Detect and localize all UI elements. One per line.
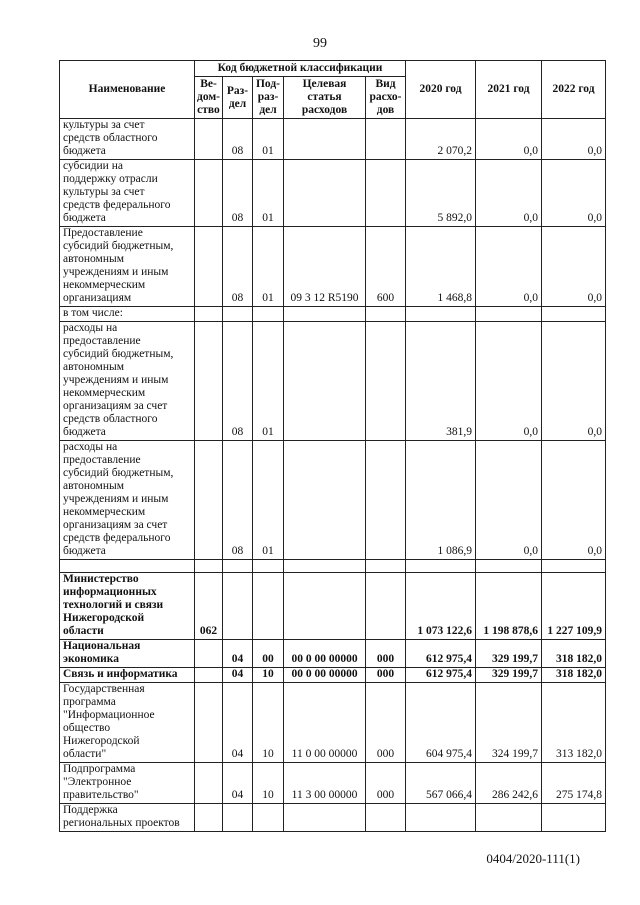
header-expense-type: Вид расхо- дов xyxy=(366,77,406,119)
cell-target xyxy=(284,560,366,573)
cell-y2021: 0,0 xyxy=(476,160,542,227)
cell-subsection: 01 xyxy=(253,119,284,160)
cell-type xyxy=(366,322,406,441)
cell-type: 000 xyxy=(366,640,406,668)
cell-type xyxy=(366,441,406,560)
cell-y2020: 1 468,8 xyxy=(406,227,476,307)
header-target: Целевая статья расходов xyxy=(284,77,366,119)
budget-table xyxy=(59,60,606,832)
cell-name: Государственная программа "Информационное общество Нижегородской области" xyxy=(60,683,195,763)
document-code: 0404/2020-111(1) xyxy=(486,851,580,866)
cell-target xyxy=(284,160,366,227)
cell-y2022: 275 174,8 xyxy=(542,763,606,804)
cell-subsection xyxy=(253,573,284,640)
cell-target xyxy=(284,322,366,441)
table-row xyxy=(60,441,606,560)
cell-y2021: 329 199,7 xyxy=(476,640,542,668)
cell-y2022: 313 182,0 xyxy=(542,683,606,763)
cell-ministry xyxy=(195,560,223,573)
page-number: 99 xyxy=(313,36,327,51)
cell-name: расходы на предоставление субсидий бюджетным, автономным учреждениям и иным некоммерческим организациям за счет средств федерального бюджета xyxy=(60,441,195,560)
cell-y2021: 0,0 xyxy=(476,227,542,307)
cell-y2022: 0,0 xyxy=(542,119,606,160)
header-2021: 2021 год xyxy=(476,61,542,119)
cell-ministry xyxy=(195,322,223,441)
cell-y2021: 0,0 xyxy=(476,322,542,441)
cell-y2022: 318 182,0 xyxy=(542,668,606,683)
table-row xyxy=(60,119,606,160)
cell-section: 08 xyxy=(223,119,253,160)
cell-type: 000 xyxy=(366,683,406,763)
header-budget-code: Код бюджетной классификации xyxy=(195,61,406,77)
cell-y2020 xyxy=(406,804,476,832)
cell-name: субсидии на поддержку отрасли культуры за счет средств федерального бюджета xyxy=(60,160,195,227)
cell-y2022: 0,0 xyxy=(542,160,606,227)
cell-y2022: 0,0 xyxy=(542,441,606,560)
cell-name: расходы на предоставление субсидий бюджетным, автономным учреждениям и иным некоммерческим организациям за счет средств областного бюджета xyxy=(60,322,195,441)
cell-y2021: 329 199,7 xyxy=(476,668,542,683)
table-row xyxy=(60,160,606,227)
table-row xyxy=(60,307,606,322)
cell-target xyxy=(284,573,366,640)
cell-y2022: 0,0 xyxy=(542,322,606,441)
cell-y2022: 0,0 xyxy=(542,227,606,307)
cell-y2020: 2 070,2 xyxy=(406,119,476,160)
cell-name: Предоставление субсидий бюджетным, автономным учреждениям и иным некоммерческим организациям xyxy=(60,227,195,307)
table-row xyxy=(60,640,606,668)
cell-ministry xyxy=(195,441,223,560)
cell-ministry xyxy=(195,160,223,227)
cell-y2022 xyxy=(542,307,606,322)
cell-y2021 xyxy=(476,804,542,832)
cell-y2021 xyxy=(476,307,542,322)
cell-ministry xyxy=(195,668,223,683)
cell-y2021: 324 199,7 xyxy=(476,683,542,763)
table-row xyxy=(60,763,606,804)
cell-target xyxy=(284,119,366,160)
cell-y2021: 0,0 xyxy=(476,119,542,160)
cell-name: в том числе: xyxy=(60,307,195,322)
cell-section: 08 xyxy=(223,441,253,560)
cell-subsection xyxy=(253,307,284,322)
header-2022: 2022 год xyxy=(542,61,606,119)
cell-y2021: 0,0 xyxy=(476,441,542,560)
cell-section: 04 xyxy=(223,668,253,683)
cell-y2020: 5 892,0 xyxy=(406,160,476,227)
cell-subsection: 10 xyxy=(253,668,284,683)
table-row xyxy=(60,683,606,763)
cell-subsection: 10 xyxy=(253,763,284,804)
cell-y2020: 1 073 122,6 xyxy=(406,573,476,640)
cell-type: 600 xyxy=(366,227,406,307)
cell-subsection xyxy=(253,804,284,832)
cell-target xyxy=(284,804,366,832)
header-name: Наименование xyxy=(60,61,195,119)
cell-subsection: 01 xyxy=(253,160,284,227)
table-row xyxy=(60,668,606,683)
cell-section: 08 xyxy=(223,322,253,441)
cell-section: 08 xyxy=(223,227,253,307)
table-row xyxy=(60,573,606,640)
cell-y2020: 567 066,4 xyxy=(406,763,476,804)
cell-y2021: 1 198 878,6 xyxy=(476,573,542,640)
cell-y2020: 612 975,4 xyxy=(406,668,476,683)
cell-type xyxy=(366,307,406,322)
cell-y2021 xyxy=(476,560,542,573)
cell-target: 11 0 00 00000 xyxy=(284,683,366,763)
header-section: Раз- дел xyxy=(223,77,253,119)
cell-ministry xyxy=(195,763,223,804)
cell-y2022: 318 182,0 xyxy=(542,640,606,668)
table-row xyxy=(60,804,606,832)
cell-target: 11 3 00 00000 xyxy=(284,763,366,804)
cell-subsection: 00 xyxy=(253,640,284,668)
cell-target: 00 0 00 00000 xyxy=(284,668,366,683)
cell-y2022: 1 227 109,9 xyxy=(542,573,606,640)
cell-y2020 xyxy=(406,560,476,573)
cell-name: Подпрограмма "Электронное правительство" xyxy=(60,763,195,804)
cell-name: Министерство информационных технологий и связи Нижегородской области xyxy=(60,573,195,640)
header-2020: 2020 год xyxy=(406,61,476,119)
table-row xyxy=(60,560,606,573)
cell-ministry xyxy=(195,804,223,832)
cell-section xyxy=(223,573,253,640)
cell-name: культуры за счет средств областного бюджета xyxy=(60,119,195,160)
cell-name: Поддержка региональных проектов xyxy=(60,804,195,832)
cell-target: 09 3 12 R5190 xyxy=(284,227,366,307)
cell-type: 000 xyxy=(366,668,406,683)
cell-type xyxy=(366,119,406,160)
cell-y2020: 612 975,4 xyxy=(406,640,476,668)
cell-y2022 xyxy=(542,804,606,832)
cell-name: Связь и информатика xyxy=(60,668,195,683)
cell-subsection: 10 xyxy=(253,683,284,763)
header-ministry: Ве- дом- ство xyxy=(195,77,223,119)
cell-target: 00 0 00 00000 xyxy=(284,640,366,668)
cell-y2020 xyxy=(406,307,476,322)
cell-ministry xyxy=(195,119,223,160)
cell-type xyxy=(366,573,406,640)
cell-section xyxy=(223,804,253,832)
cell-section: 04 xyxy=(223,683,253,763)
cell-subsection xyxy=(253,560,284,573)
cell-y2020: 604 975,4 xyxy=(406,683,476,763)
cell-ministry: 062 xyxy=(195,573,223,640)
cell-section: 08 xyxy=(223,160,253,227)
cell-name: Национальная экономика xyxy=(60,640,195,668)
cell-section: 04 xyxy=(223,640,253,668)
cell-ministry xyxy=(195,307,223,322)
cell-y2021: 286 242,6 xyxy=(476,763,542,804)
cell-type: 000 xyxy=(366,763,406,804)
cell-y2022 xyxy=(542,560,606,573)
cell-target xyxy=(284,307,366,322)
cell-section: 04 xyxy=(223,763,253,804)
table-row xyxy=(60,322,606,441)
cell-ministry xyxy=(195,227,223,307)
cell-section xyxy=(223,307,253,322)
cell-target xyxy=(284,441,366,560)
cell-type xyxy=(366,804,406,832)
cell-type xyxy=(366,560,406,573)
cell-section xyxy=(223,560,253,573)
cell-subsection: 01 xyxy=(253,322,284,441)
cell-ministry xyxy=(195,640,223,668)
cell-subsection: 01 xyxy=(253,441,284,560)
table-row xyxy=(60,227,606,307)
cell-type xyxy=(366,160,406,227)
cell-ministry xyxy=(195,683,223,763)
cell-y2020: 1 086,9 xyxy=(406,441,476,560)
cell-name xyxy=(60,560,195,573)
cell-y2020: 381,9 xyxy=(406,322,476,441)
cell-subsection: 01 xyxy=(253,227,284,307)
header-subsection: Под- раз- дел xyxy=(253,77,284,119)
